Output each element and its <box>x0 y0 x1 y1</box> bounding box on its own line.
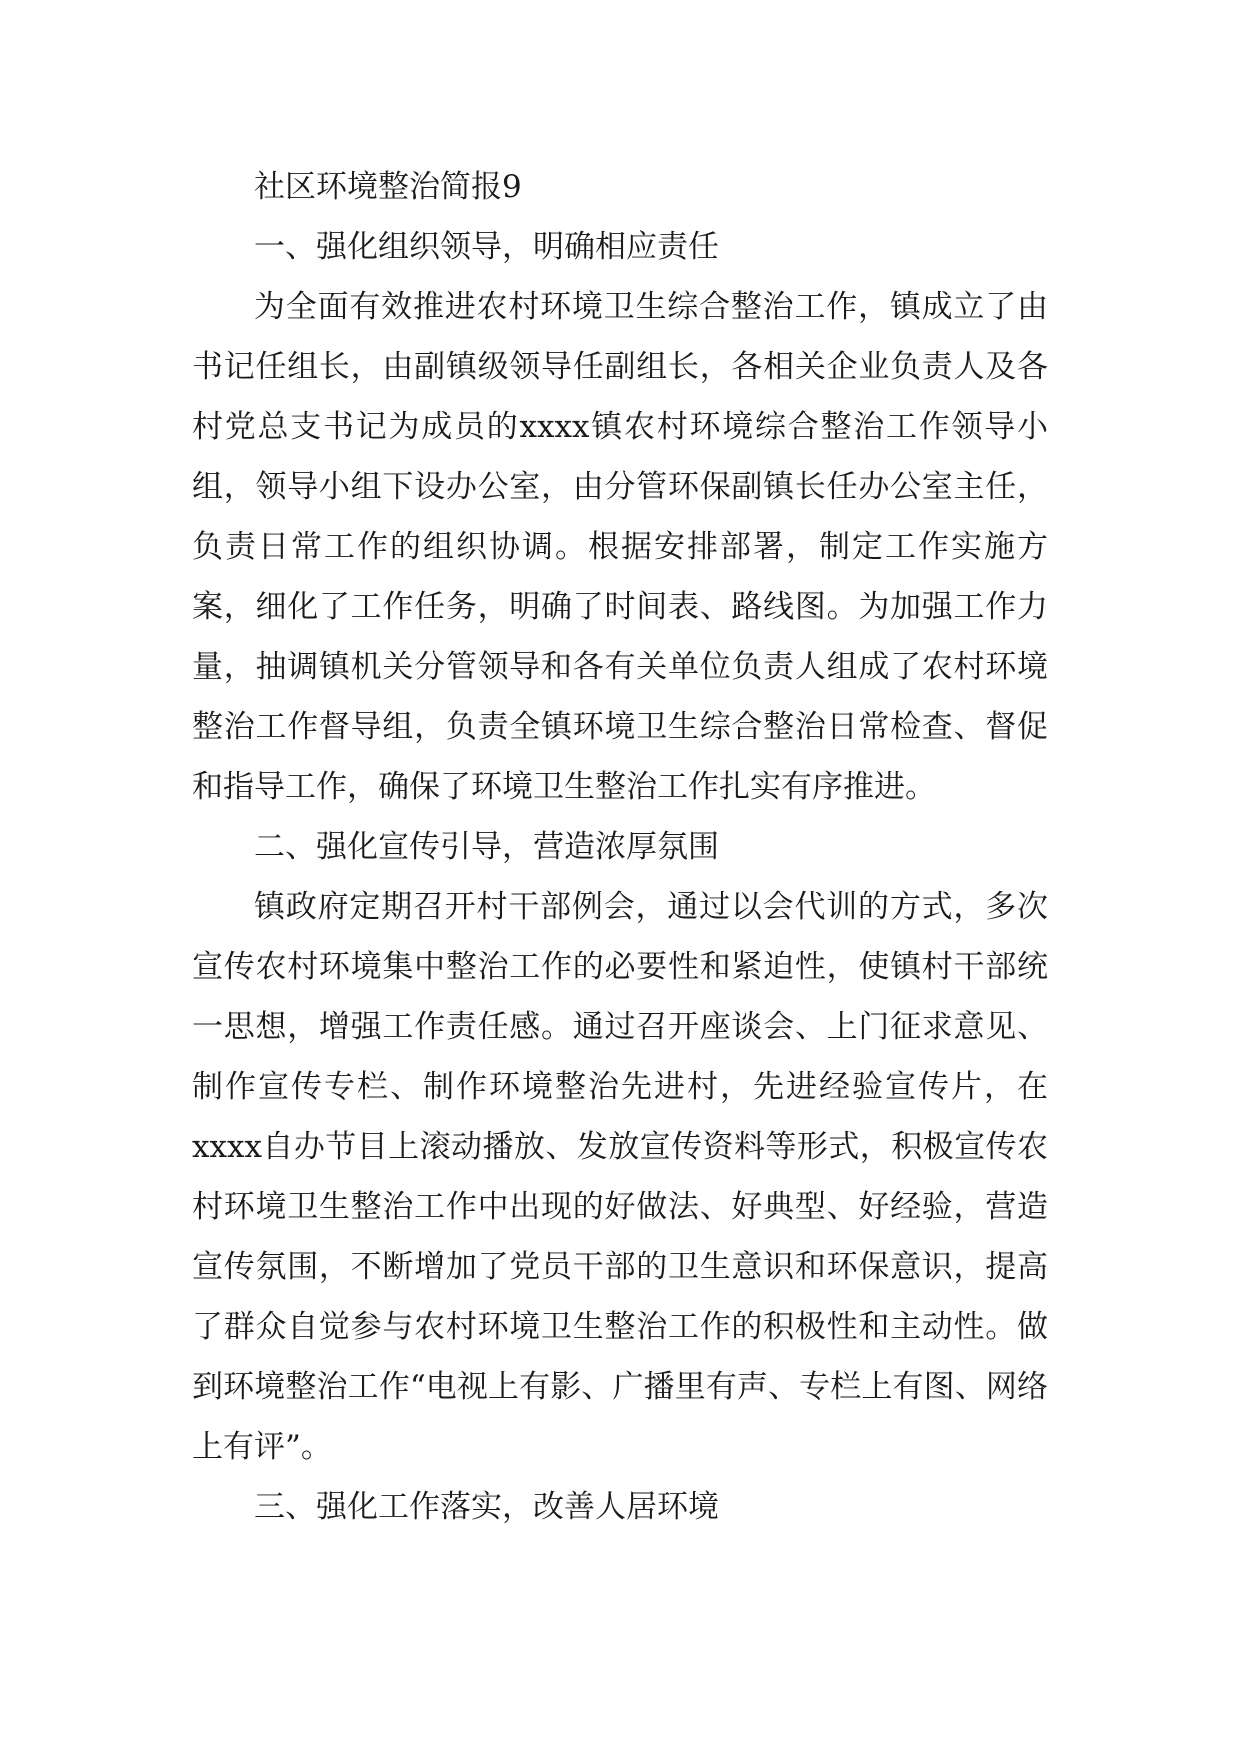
section-1-heading: 一、强化组织领导，明确相应责任 <box>254 229 719 265</box>
section-2-heading: 二、强化宣传引导，营造浓厚氛围 <box>254 829 719 865</box>
section-1-paragraph: 为全面有效推进农村环境卫生综合整治工作，镇成立了由书记任组长，由副镇级领导任副组长，各相关企业负责人及各村党总支书记为成员的xxxx镇农村环境综合整治工作领导小组，领导小组下设办公室，由分管环保副镇长任办公室主任，负责日常工作的组织协调。根据安排部署，制定工作实施方案，细化了工作任务，明确了时间表、路线图。为加强工作力量，抽调镇机关分管领导和各有关单位负责人组成了农村环境整治工作督导组，负责全镇环境卫生综合整治日常检查、督促和指导工作，确保了环境卫生整治工作扎实有序推进。 <box>192 289 1048 805</box>
document-body <box>192 157 1048 1537</box>
section-2-paragraph: 镇政府定期召开村干部例会，通过以会代训的方式，多次宣传农村环境集中整治工作的必要性和紧迫性，使镇村干部统一思想，增强工作责任感。通过召开座谈会、上门征求意见、制作宣传专栏、制作环境整治先进村，先进经验宣传片，在xxxx自办节目上滚动播放、发放宣传资料等形式，积极宣传农村环境卫生整治工作中出现的好做法、好典型、好经验，营造宣传氛围，不断增加了党员干部的卫生意识和环保意识，提高了群众自觉参与农村环境卫生整治工作的积极性和主动性。做到环境整治工作“电视上有影、广播里有声、专栏上有图、网络上有评”。 <box>192 889 1048 1465</box>
document-title: 社区环境整治简报9 <box>254 169 522 205</box>
section-3-heading: 三、强化工作落实，改善人居环境 <box>254 1489 719 1525</box>
